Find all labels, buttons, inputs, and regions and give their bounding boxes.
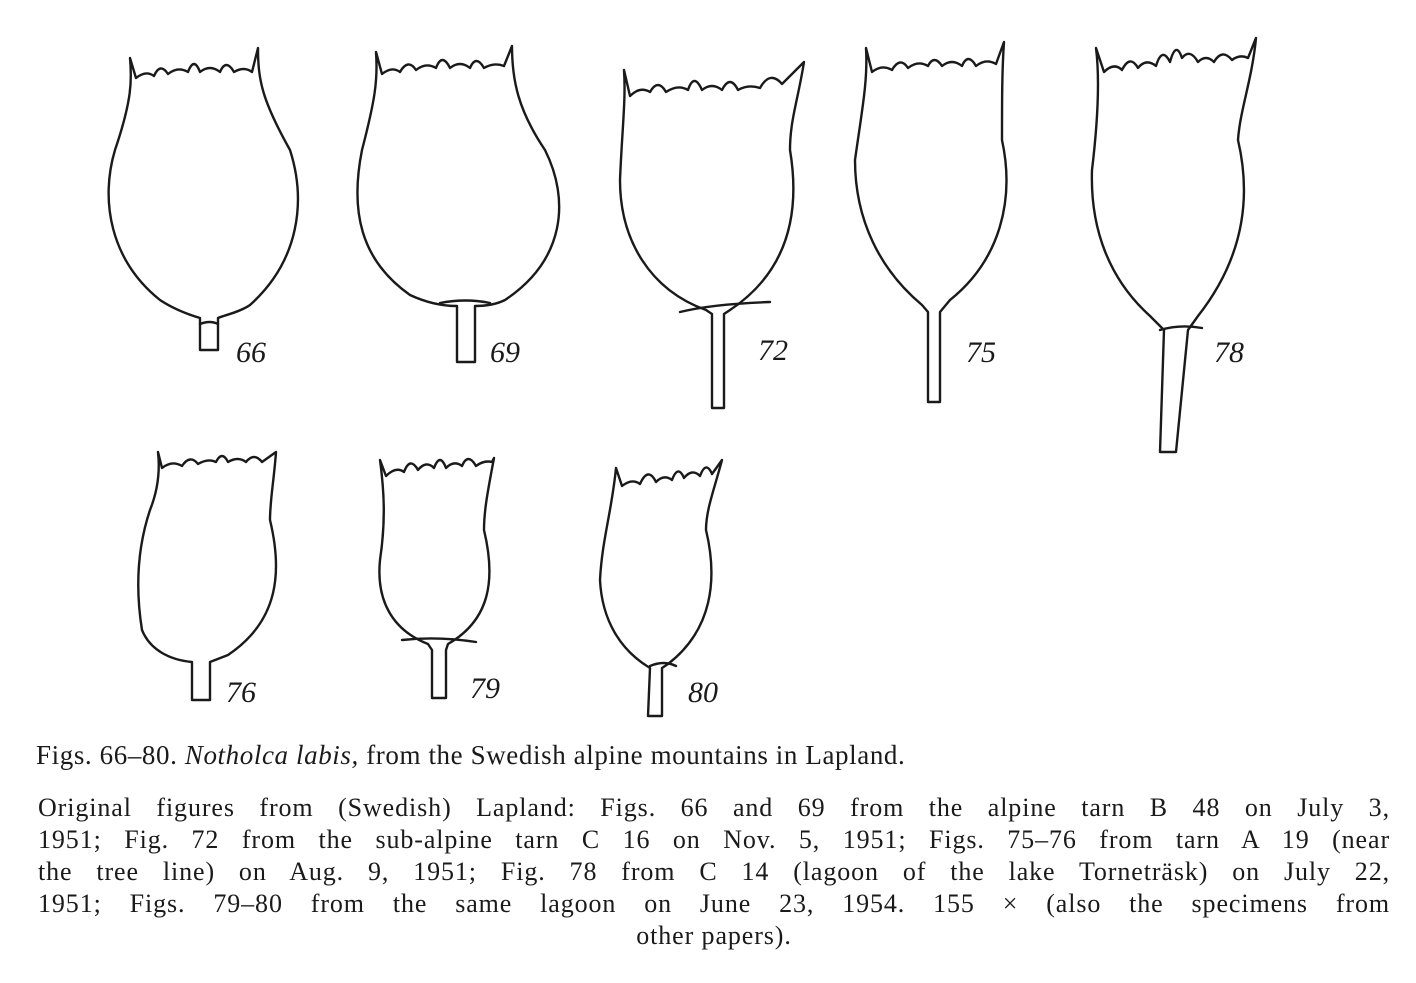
figure-label-78: 78 [1214, 336, 1244, 369]
caption-title [36, 740, 1396, 771]
caption-title-prefix: Figs. 66–80. [36, 740, 178, 770]
caption-line: Original figures from (Swedish) Lapland: Figs. 66 and 69 from the alpine tarn B 48 on July 3, [38, 793, 1390, 822]
figure-label-66: 66 [236, 336, 266, 369]
caption-line: other papers). [636, 921, 792, 950]
figure-label-75: 75 [966, 336, 996, 369]
specimen-79-drawing [379, 458, 494, 698]
figure-label-76: 76 [226, 676, 256, 709]
figure-label-80: 80 [688, 676, 718, 709]
specimen-69-drawing [357, 46, 559, 362]
caption-title-suffix: from the Swedish alpine mountains in Lapland. [366, 740, 906, 770]
specimen-76-drawing [138, 452, 276, 700]
figure-label-72: 72 [758, 334, 788, 367]
caption-line: 1951; Fig. 72 from the sub-alpine tarn C 16 on Nov. 5, 1951; Figs. 75–76 from tarn A 19 (near [38, 825, 1390, 854]
specimen-78-drawing [1092, 38, 1256, 452]
caption-species-name: Notholca labis, [184, 740, 359, 770]
caption-body [38, 792, 1390, 952]
caption-line: the tree line) on Aug. 9, 1951; Fig. 78 from C 14 (lagoon of the lake Torneträsk) on July 22, [38, 857, 1390, 886]
figure-label-79: 79 [470, 672, 500, 705]
specimen-66-drawing [109, 48, 298, 350]
figure-label-69: 69 [490, 336, 520, 369]
caption-line: 1951; Figs. 79–80 from the same lagoon on June 23, 1954. 155 × (also the specimens from [38, 889, 1390, 918]
